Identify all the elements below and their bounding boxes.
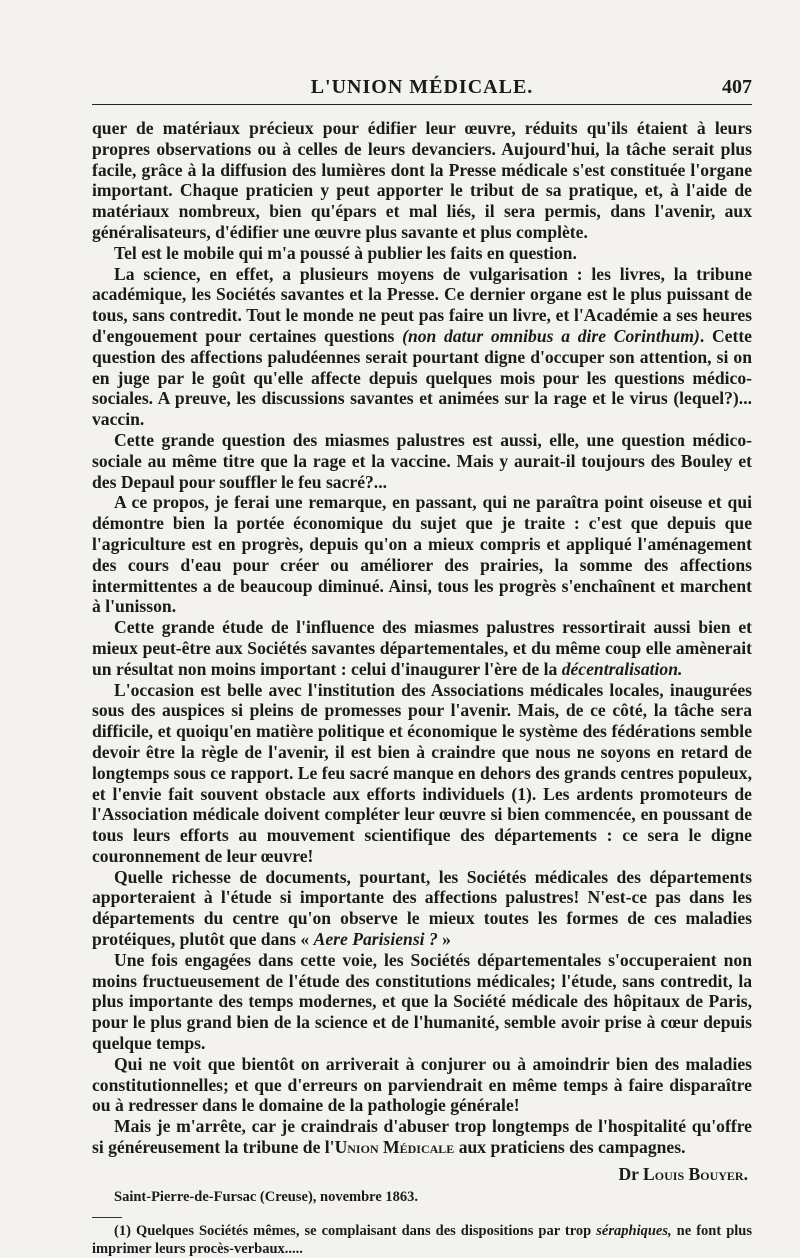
aere-parisiensi: Aere Parisiensi ? [313,929,438,950]
footnote-rule [92,1217,122,1218]
paragraph-4: Cette grande question des miasmes palustres est aussi, elle, une question médico-sociale au même titre que la rage et la vaccine. Mais y aurait-il toujours des Bouley et des Depaul pour souffler le feu sacré?... [92,429,752,492]
running-header [92,72,752,102]
place-date: Saint-Pierre-de-Fursac (Creuse), novembre 1863. [114,1188,419,1205]
paragraph-2: Tel est le mobile qui m'a poussé à publier les faits en question. [114,242,577,263]
quote-close: » [437,929,451,950]
paragraph-11 [92,1116,752,1158]
footnote [92,1222,752,1258]
signature-name: Louis Bouyer. [643,1163,748,1184]
latin-quote: (non datur omnibus a dire Corinthum) [402,325,700,346]
decentralisation-word: décentralisation. [561,658,683,679]
paragraph-6 [92,617,752,679]
paragraph-8-text: Quelle richesse de documents, pourtant, les Sociétés médicales des départements apporteraient à l'étude si importante des affections palustres! N'est-ce pas dans les départements du centre qu'on observe le mieux toutes les formes de ces maladies protéiques, plutôt que dans « [92,866,752,950]
running-title: L'UNION MÉDICALE. [310,76,534,98]
paragraph-9: Une fois engagées dans cette voie, les Sociétés départementales s'occuperaient non moins fructueusement de l'étude des constitutions médicales; l'étude, sans contredit, la plus importante des temps modernes, et que la Société médicale des hôpitaux de Paris, pour le plus grand bien de la science et de l'humanité, semble avoir prise à cœur depuis quelque temps. [92,949,752,1054]
paragraph-1: quer de matériaux précieux pour édifier leur œuvre, réduits qu'ils étaient à leurs propres observations ou à celles de leurs devanciers. Aujourd'hui, la tâche serait plus facile, grâce à la diffusion des lumières dont la Presse médicale s'est constituée l'organe important. Chaque praticien y peut apporter le tribut de sa pratique, et, à l'aide de matériaux nombreux, bien qu'épars et mal liés, il sera permis, dans l'avenir, aux généralisateurs, d'édifier une œuvre plus savante et plus complète. [92,118,752,242]
signature [92,1164,748,1185]
journal-name: Union Médicale [334,1137,455,1158]
paragraph-8 [92,867,752,950]
paragraph-7: L'occasion est belle avec l'institution des Associations médicales locales, inaugurées sous des auspices si pleins de promesses pour l'avenir. Mais, de ce côté, la tâche sera difficile, et quoiqu'en matière politique et économique le système des fédérations semble devoir être la règle de l'avenir, il est bien à craindre que nous ne soyons en retard de longtemps sous ce rapport. Le feu sacré manque en dehors des grands centres populeux, et l'envie fait souvent obstacle aux efforts individuels (1). Les ardents promoteurs de l'Association médicale doivent compléter leur œuvre si bien commencée, en poussant de tous leurs efforts au mouvement scientifique des départements : ce sera le digne couronnement de leur œuvre! [92,679,752,866]
paragraph-3-text: La science, en effet, a plusieurs moyens de vulgarisation : les livres, la tribune académique, les Sociétés savantes et la Presse. Ce dernier organe est le plus puissant de tous, sans contredit. Tout le monde ne peut pas faire un livre, et l'Académie a ses heures d'engouement pour certaines questions [92,263,752,346]
paragraph-6-text: Cette grande étude de l'influence des miasmes palustres ressortirait aussi bien et mieux peut-être aux Sociétés savantes départementales, et du même coup elle amènerait un résultat non moins important : celui d'inaugurer l'ère de la [92,617,752,679]
page-number: 407 [722,76,752,98]
footnote-italic: séraphiques, [596,1223,672,1240]
footnote-text: (1) Quelques Sociétés mêmes, se complaisant dans des dispositions par trop [114,1223,592,1240]
paragraph-3-text-end: . Cette question des affections paludéennes serait pourtant digne d'occuper son attention, si on en juge par le goût qu'elle affecte depuis quelques mois pour les questions médico-sociales. A preuve, les discussions savantes et animées sur la rage et le virus (lequel?)... vaccin. [92,325,752,430]
signature-title: Dr [618,1163,639,1184]
article-body [92,118,752,1258]
paragraph-11-end: aux praticiens des campagnes. [454,1137,686,1158]
paragraph-3 [92,264,752,430]
header-rule [92,104,752,105]
paragraph-5: A ce propos, je ferai une remarque, en passant, qui ne paraîtra point oiseuse et qui démontre bien la portée économique du sujet que je traite : c'est que depuis que l'agriculture est en progrès, depuis qu'on a mieux compris et appliqué l'aménagement des cours d'eau pour créer ou améliorer des prairies, la somme des affections intermittentes a de beaucoup diminué. Ainsi, tous les progrès s'enchaînent et marchent à l'unisson. [92,492,752,617]
paragraph-11-text: Mais je m'arrête, car je craindrais d'abuser trop longtemps de l'hospitalité qu'offre si généreusement la tribune de l' [92,1116,752,1158]
footnote-text-end: ne font plus imprimer leurs procès-verbaux..... [92,1223,753,1258]
paragraph-10: Qui ne voit que bientôt on arriverait à conjurer ou à amoindrir bien des maladies constitutionnelles; et que d'erreurs on parviendrait en même temps à faire disparaître ou à redresser dans le domaine de la pathologie générale! [92,1053,752,1116]
